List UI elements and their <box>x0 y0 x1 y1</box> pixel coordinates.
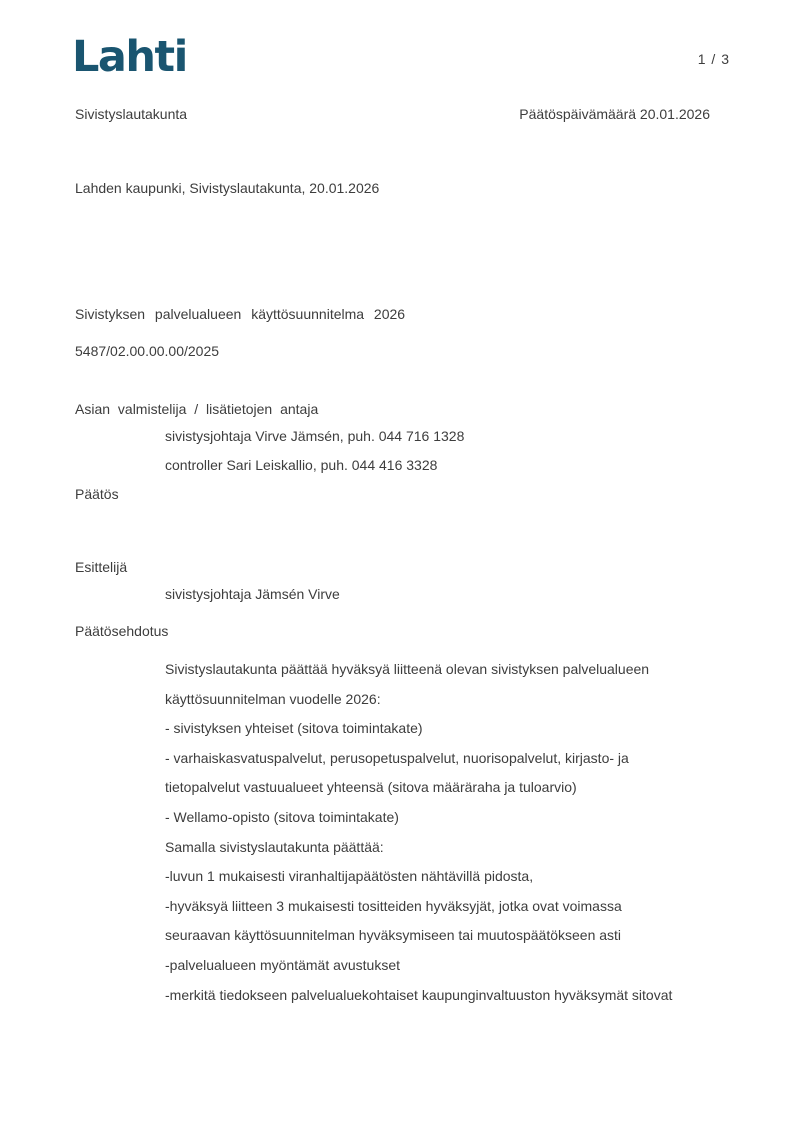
body-line: käyttösuunnitelman vuodelle 2026: <box>165 690 381 707</box>
body-line: - Wellamo-opisto (sitova toimintakate) <box>165 808 399 825</box>
document-title: Sivistyksen palvelualueen käyttösuunnitelma 2026 <box>75 306 406 322</box>
lahti-logo: Lahti <box>72 32 187 82</box>
case-number: 5487/02.00.00.00/2025 <box>75 343 220 359</box>
section-heading-paatosehdotus: Päätösehdotus <box>75 623 169 639</box>
document-ref-line: Lahden kaupunki, Sivistyslautakunta, 20.01.2026 <box>75 180 380 196</box>
body-line: - sivistyksen yhteiset (sitova toimintakate) <box>165 720 423 737</box>
section-heading-esittelija: Esittelijä <box>75 559 128 575</box>
body-line: -luvun 1 mukaisesti viranhaltijapäätösten nähtävillä pidosta, <box>165 868 534 885</box>
body-line: -palvelualueen myöntämät avustukset <box>165 956 401 973</box>
page-number: 1 / 3 <box>697 51 730 67</box>
paatosehdotus-body <box>165 655 672 1010</box>
valmistelija-line: sivistysjohtaja Virve Jämsén, puh. 044 716 1328 <box>165 428 465 444</box>
body-line: -hyväksyä liitteen 3 mukaisesti tositteiden hyväksyjät, jotka ovat voimassa <box>165 897 622 914</box>
section-heading-valmistelija: Asian valmistelija / lisätietojen antaja <box>75 401 319 417</box>
body-line: Samalla sivistyslautakunta päättää: <box>165 838 384 855</box>
decision-date: Päätöspäivämäärä 20.01.2026 <box>519 106 710 122</box>
esittelija-line: sivistysjohtaja Jämsén Virve <box>165 586 340 602</box>
section-heading-paatos: Päätös <box>75 486 119 502</box>
valmistelija-line: controller Sari Leiskallio, puh. 044 416 3328 <box>165 457 438 473</box>
body-line: - varhaiskasvatuspalvelut, perusopetuspalvelut, nuorisopalvelut, kirjasto- ja <box>165 749 629 766</box>
body-line: tietopalvelut vastuualueet yhteensä (sitova määräraha ja tuloarvio) <box>165 779 577 796</box>
committee-name: Sivistyslautakunta <box>75 106 188 122</box>
body-line: Sivistyslautakunta päättää hyväksyä liitteenä olevan sivistyksen palvelualueen <box>165 661 650 677</box>
body-line: seuraavan käyttösuunnitelman hyväksymiseen tai muutospäätökseen asti <box>165 927 622 944</box>
body-line: -merkitä tiedokseen palvelualuekohtaiset kaupunginvaltuuston hyväksymät sitovat <box>165 986 673 1003</box>
